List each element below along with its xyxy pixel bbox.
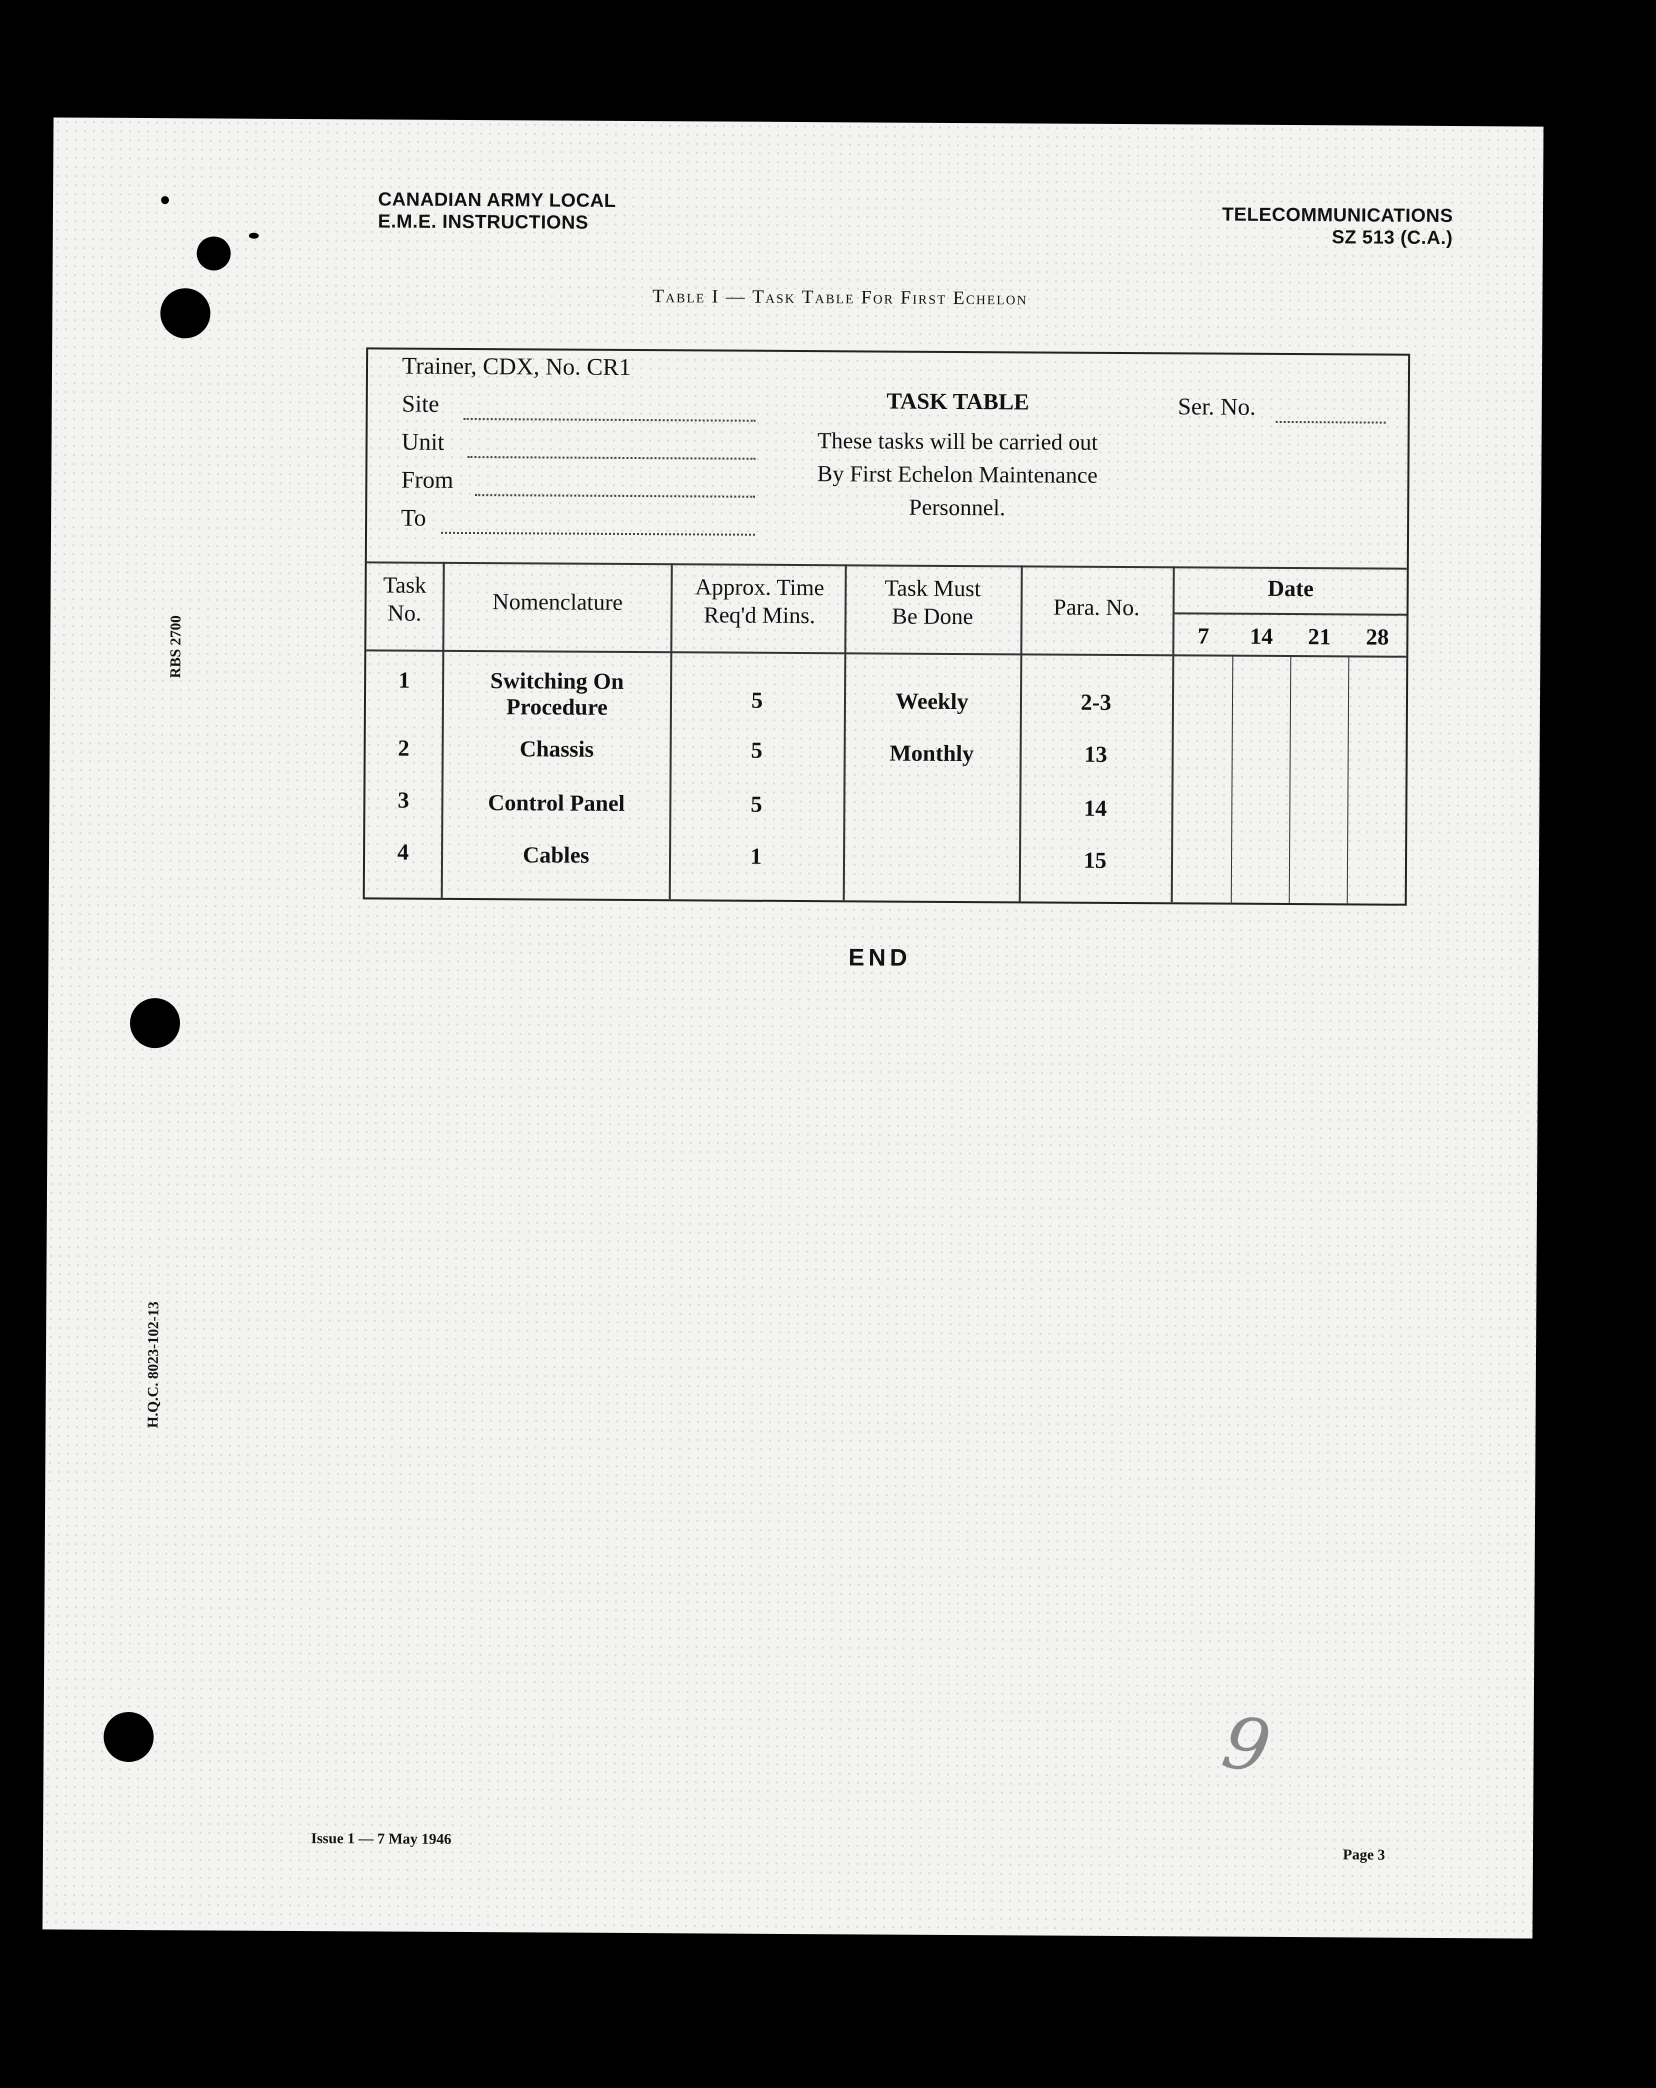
row2-name: Chassis <box>519 736 594 762</box>
col-task-no-line2: No. <box>387 600 422 626</box>
row4-freq <box>843 844 1019 845</box>
task-note-line1: These tasks will be carried out <box>817 428 1098 455</box>
col-task-must-line2: Be Done <box>891 603 974 630</box>
unit-field[interactable] <box>467 456 755 460</box>
row4-para: 15 <box>1083 847 1107 873</box>
handwritten-page-number: 9 <box>1216 1699 1277 1791</box>
date-col-21: 21 <box>1307 624 1331 650</box>
row1-name-line2: Procedure <box>506 694 608 720</box>
col-approx-time-line2: Req'd Mins. <box>703 602 816 629</box>
col-approx-time <box>674 573 844 630</box>
row3-name: Control Panel <box>487 790 625 816</box>
task-note-line2: By First Echelon Maintenance <box>817 461 1098 488</box>
issue-date: Issue 1 — 7 May 1946 <box>310 1831 452 1848</box>
punch-hole-top <box>160 288 210 338</box>
date-sep-2 <box>1289 655 1292 903</box>
date-subrule <box>1175 612 1407 615</box>
from-field[interactable] <box>475 494 755 498</box>
row4-no: 4 <box>397 839 409 865</box>
table-caption: Table I — Task Table For First Echelon <box>652 286 1028 310</box>
row4-name: Cables <box>522 842 590 868</box>
date-col-14: 14 <box>1249 623 1273 649</box>
row1-name-line1: Switching On <box>490 668 624 694</box>
col-task-no <box>366 571 442 627</box>
row2-para: 13 <box>1084 741 1108 767</box>
site-label: Site <box>401 391 440 418</box>
col-sep-5 <box>1171 566 1175 902</box>
to-label: To <box>401 505 427 532</box>
punch-hole-bottom <box>104 1712 154 1762</box>
row3-no: 3 <box>397 787 410 813</box>
to-field[interactable] <box>441 532 755 536</box>
row1-name <box>444 668 670 721</box>
ink-blot <box>197 236 231 270</box>
header-right-line1: TELECOMMUNICATIONS <box>1221 204 1454 228</box>
document-page <box>42 117 1543 1938</box>
row1-para: 2-3 <box>1080 689 1112 715</box>
header-left-line1: CANADIAN ARMY LOCAL <box>377 189 617 212</box>
row1-no: 1 <box>398 667 410 693</box>
col-para-no: Para. No. <box>1053 594 1140 621</box>
row3-mins: 5 <box>750 791 763 817</box>
col-task-must <box>846 574 1018 631</box>
end-marker: END <box>848 944 912 972</box>
unit-label: Unit <box>401 429 445 456</box>
row3-para: 14 <box>1083 795 1107 821</box>
equipment-name: Trainer, CDX, No. CR1 <box>401 353 631 381</box>
col-date: Date <box>1267 575 1314 602</box>
from-label: From <box>401 467 454 494</box>
ser-no-field[interactable] <box>1276 421 1386 424</box>
col-nomenclature: Nomenclature <box>492 589 623 615</box>
date-col-28: 28 <box>1365 624 1389 650</box>
task-table-title: TASK TABLE <box>886 388 1030 415</box>
col-task-no-line1: Task <box>383 572 427 598</box>
site-field[interactable] <box>464 418 756 422</box>
header-left-line2: E.M.E. INSTRUCTIONS <box>377 211 589 234</box>
row1-mins: 5 <box>751 687 763 713</box>
header-right <box>1153 204 1453 250</box>
row4-mins: 1 <box>750 843 762 869</box>
date-sep-3 <box>1347 655 1350 903</box>
side-code-lower: H.Q.C. 8023-102-13 <box>145 1301 163 1429</box>
header-rule-top <box>367 561 1407 569</box>
row2-mins: 5 <box>750 737 763 763</box>
task-note <box>787 424 1128 525</box>
task-table <box>363 347 1410 905</box>
task-note-line3: Personnel. <box>908 494 1006 521</box>
row1-freq: Weekly <box>895 688 969 715</box>
col-task-must-line1: Task Must <box>884 575 981 602</box>
date-sep-1 <box>1231 655 1234 903</box>
row3-freq <box>843 792 1019 793</box>
ink-blot <box>161 196 169 204</box>
date-col-7: 7 <box>1197 623 1210 649</box>
page-number: Page 3 <box>1342 1847 1386 1864</box>
row2-freq: Monthly <box>889 740 974 767</box>
header-right-line2: SZ 513 (C.A.) <box>1331 227 1453 250</box>
col-approx-time-line1: Approx. Time <box>695 574 825 601</box>
row2-no: 2 <box>397 735 410 761</box>
ser-no-label: Ser. No. <box>1177 394 1256 421</box>
side-code-upper: RBS 2700 <box>168 615 185 679</box>
punch-hole-middle <box>130 998 180 1048</box>
header-left <box>378 189 616 234</box>
ink-blot <box>249 233 259 239</box>
